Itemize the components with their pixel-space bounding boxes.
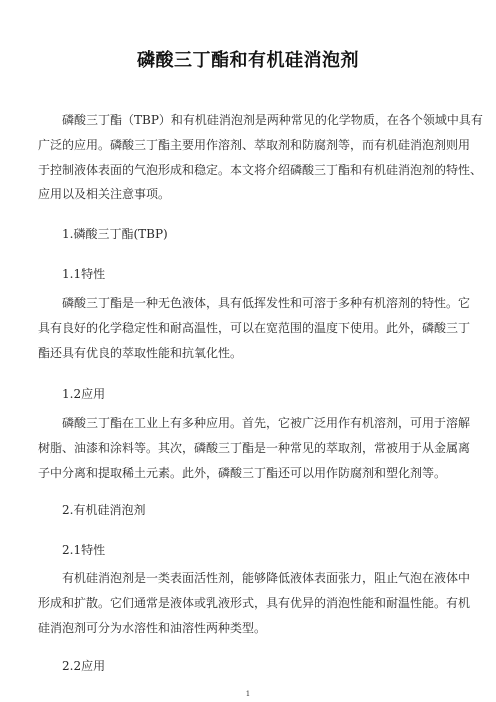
paragraph-line: 硅消泡剂可分为水溶性和油溶性两种类型。 bbox=[38, 620, 267, 635]
paragraph-line: 有机硅消泡剂是一类表面活性剂，能够降低液体表面张力，阻止气泡在液体中 bbox=[62, 571, 471, 585]
section-heading: 1.1特性 bbox=[62, 267, 106, 281]
body-paragraph bbox=[38, 566, 471, 640]
page-number: 1 bbox=[245, 690, 251, 698]
paragraph-line: 磷酸三丁酯（TBP）和有机硅消泡剂是两种常见的化学物质，在各个领域中具有 bbox=[62, 113, 483, 127]
body-paragraph bbox=[38, 411, 471, 485]
paragraph-line: 应用以及相关注意事项。 bbox=[38, 187, 171, 202]
paragraph-line: 于控制液体表面的气泡形成和稳定。本文将介绍磷酸三丁酯和有机硅消泡剂的特性、 bbox=[38, 162, 483, 177]
section-heading: 2.1特性 bbox=[62, 543, 106, 557]
section-heading: 1.磷酸三丁酯(TBP) bbox=[62, 227, 168, 241]
paragraph-line: 磷酸三丁酯在工业上有多种应用。首先，它被广泛用作有机溶剂，可用于溶解 bbox=[62, 416, 471, 430]
paragraph-line: 广泛的应用。磷酸三丁酯主要用作溶剂、萃取剂和防腐剂等，而有机硅消泡剂则用 bbox=[38, 137, 471, 152]
section-heading: 1.2应用 bbox=[62, 387, 106, 401]
paragraph-line: 形成和扩散。它们通常是液体或乳液形式，具有优异的消泡性能和耐温性能。有机 bbox=[38, 595, 471, 610]
body-paragraph bbox=[38, 291, 471, 365]
paragraph-line: 树脂、油漆和涂料等。其次，磷酸三丁酯是一种常见的萃取剂，常被用于从金属离 bbox=[38, 440, 471, 455]
section-heading: 2.有机硅消泡剂 bbox=[62, 503, 146, 517]
section-heading: 2.2应用 bbox=[62, 659, 106, 673]
paragraph-line: 子中分离和提取稀土元素。此外，磷酸三丁酯还可以用作防腐剂和塑化剂等。 bbox=[38, 465, 447, 480]
paragraph-line: 磷酸三丁酯是一种无色液体，具有低挥发性和可溶于多种有机溶剂的特性。它 bbox=[62, 296, 471, 310]
intro-paragraph bbox=[38, 108, 483, 207]
paragraph-line: 具有良好的化学稳定性和耐高温性，可以在宽范围的温度下使用。此外，磷酸三丁 bbox=[38, 320, 471, 335]
document-title: 磷酸三丁酯和有机硅消泡剂 bbox=[137, 50, 359, 71]
paragraph-line: 酯还具有优良的萃取性能和抗氧化性。 bbox=[38, 345, 243, 360]
